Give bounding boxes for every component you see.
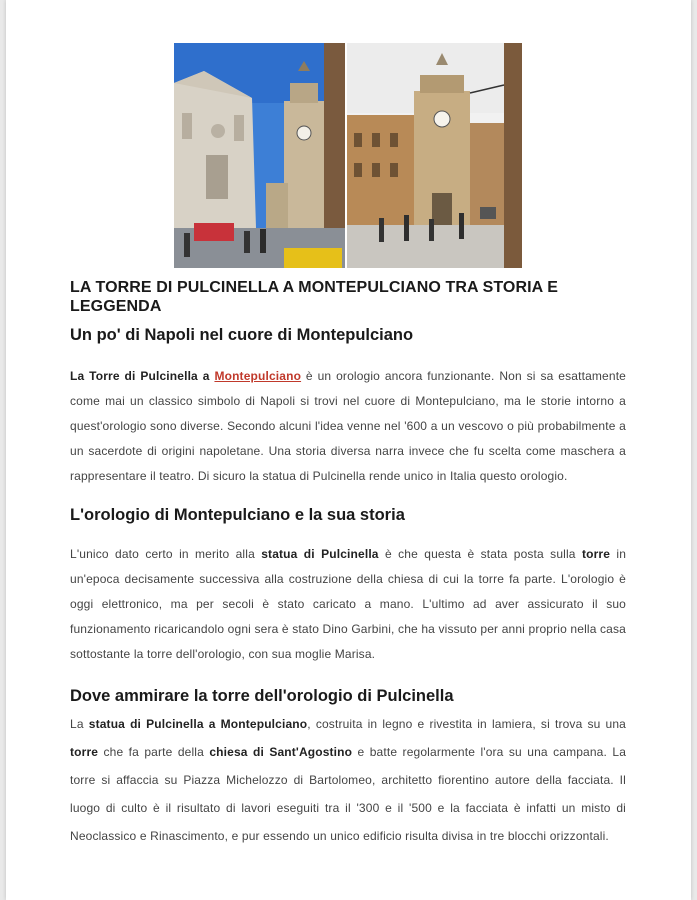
dove-text-1: La [70, 717, 84, 731]
storia-text-1: L'unico dato certo in merito alla [70, 547, 255, 561]
dove-text-2: , costruita in legno e rivestita in lamiera, si trova su una [307, 717, 627, 731]
paragraph-storia [70, 542, 626, 667]
dove-text-3: che fa parte della [103, 745, 204, 759]
bold-lead: La Torre di Pulcinella a [70, 369, 210, 383]
article-content [70, 278, 626, 850]
paragraph-intro [70, 364, 626, 489]
storia-text-2: è che questa è stata posta sulla [384, 547, 576, 561]
dove-bold-3: chiesa di Sant'Agostino [209, 745, 353, 759]
dove-bold-1: statua di Pulcinella a Montepulciano [88, 717, 308, 731]
section-heading-dove: Dove ammirare la torre dell'orologio di Pulcinella [70, 687, 454, 705]
page-title: LA TORRE DI PULCINELLA A MONTEPULCIANO TRA STORIA E LEGGENDA [70, 279, 559, 315]
dove-bold-2: torre [70, 745, 99, 759]
section-heading-storia: L'orologio di Montepulciano e la sua storia [70, 506, 405, 524]
hero-photo-collage [174, 43, 522, 268]
storia-bold-2: torre [581, 547, 611, 561]
section-heading-napoli: Un po' di Napoli nel cuore di Montepulciano [70, 326, 414, 344]
storia-bold-1: statua di Pulcinella [261, 547, 379, 561]
storia-text-3: in un'epoca decisamente successiva alla costruzione della chiesa di cui la torre fa parte. L'orologio è oggi elettronico, ma per secoli è stato caricato a mano. L'ultimo ad aver assicurato il suo funzionamento ricaricandolo ogni sera è stato Dino Garbini, che ha vissuto per anni proprio nella casa sottostante la torre dell'orologio, con sua moglie Marisa. [70, 547, 627, 661]
montepulciano-link[interactable]: Montepulciano [214, 369, 302, 383]
paragraph-intro-text: è un orologio ancora funzionante. Non si sa esattamente come mai un classico simbolo di Napoli si trovi nel cuore di Montepulciano, ma le storie intorno a quest'orologio sono diverse. Secondo alcuni l'idea venne nel '600 a un vescovo o più probabilmente a un sacerdote di origini napoletane. Una storia diversa narra invece che fu scelta come maschera a rappresentare il teatro. Di sicuro la statua di Pulcinella rende unico in Italia questo orologio. [70, 369, 626, 483]
paragraph-dove [70, 710, 626, 850]
document-page [6, 0, 691, 900]
dove-text-4: e batte regolarmente l'ora su una campana. La torre si affaccia su Piazza Michelozzo di Bartolomeo, architetto fiorentino autore della facciata. Il luogo di culto è il risultato di lavori eseguiti tra il '300 e il '500 e la facciata è infatti un misto di Neoclassico e Rinascimento, e pur essendo un unico edificio risulta divisa in tre blocchi orizzontali. [70, 745, 627, 843]
